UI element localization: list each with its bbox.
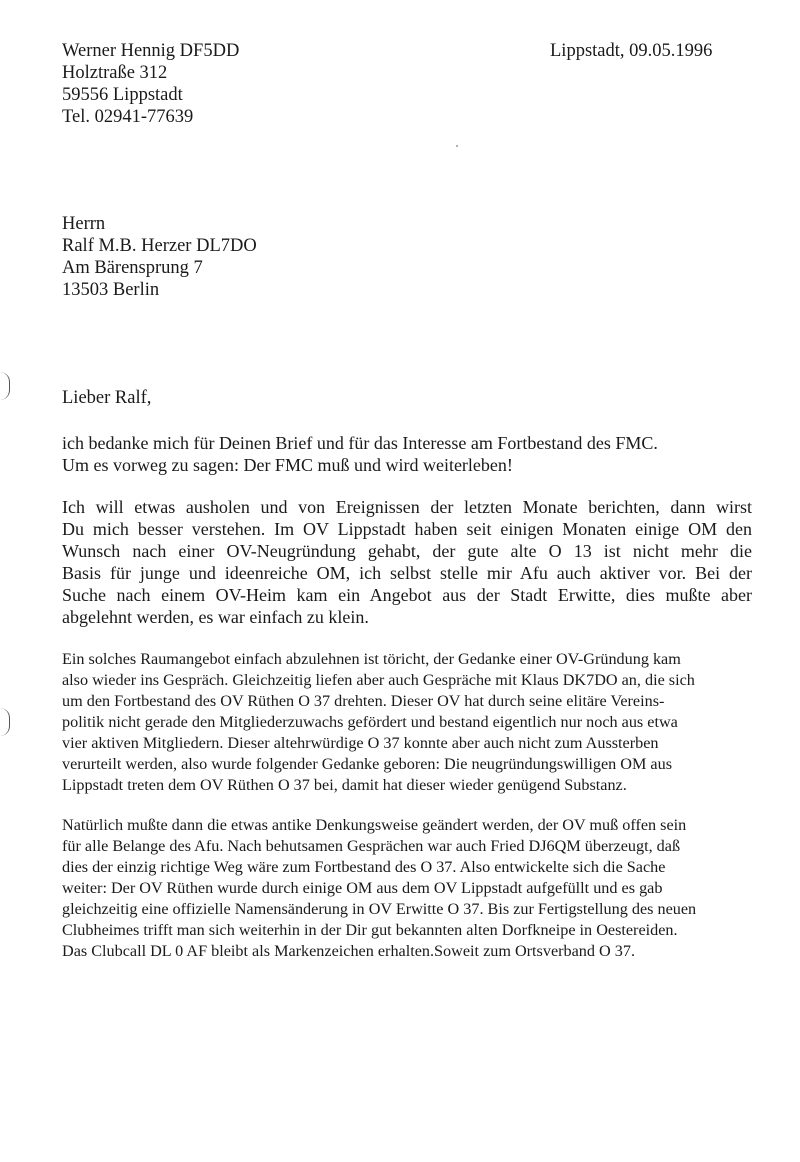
- place-date: Lippstadt, 09.05.1996: [550, 41, 713, 61]
- recipient-name: Ralf M.B. Herzer DL7DO: [62, 236, 257, 256]
- paragraph-line: um den Fortbestand des OV Rüthen O 37 drehten. Dieser OV hat durch seine elitäre Vereins-: [62, 692, 665, 710]
- paragraph-line: Das Clubcall DL 0 AF bleibt als Markenzeichen erhalten.Soweit zum Ortsverband O 37.: [62, 942, 636, 960]
- sender-city: 59556 Lippstadt: [62, 85, 183, 105]
- greeting: Lieber Ralf,: [62, 388, 152, 408]
- punch-hole-mark-top: [0, 372, 10, 400]
- paragraph-line: politik nicht gerade den Mitgliederzuwachs gefördert und bestand eigentlich nur noch aus etwa: [62, 713, 678, 731]
- paragraph-line: dies der einzig richtige Weg wäre zum Fortbestand des O 37. Also entwickelte sich die Sache: [62, 858, 666, 876]
- paper-speck: [456, 145, 458, 147]
- paragraph-line: Um es vorweg zu sagen: Der FMC muß und wird weiterleben!: [62, 455, 513, 475]
- sender-phone: Tel. 02941-77639: [62, 107, 194, 127]
- paragraph-line: Lippstadt treten dem OV Rüthen O 37 bei, damit hat dieser wieder genügend Substanz.: [62, 776, 627, 794]
- paragraph-4: [62, 815, 752, 962]
- recipient-salutation: Herrn: [62, 214, 106, 234]
- paragraph-line: abgelehnt werden, es war einfach zu klein.: [62, 607, 369, 627]
- sender-street: Holztraße 312: [62, 63, 168, 83]
- paragraph-line: verurteilt werden, also wurde folgender Gedanke geboren: Die neugründungswilligen OM aus: [62, 755, 672, 773]
- punch-hole-mark-bottom: [0, 708, 10, 736]
- paragraph-line: Wunsch nach einer OV-Neugründung gehabt, der gute alte O 13 ist nicht mehr die: [62, 541, 752, 561]
- sender-name: Werner Hennig DF5DD: [62, 41, 240, 61]
- paragraph-line: Natürlich mußte dann die etwas antike Denkungsweise geändert werden, der OV muß offen sein: [62, 816, 687, 834]
- recipient-street: Am Bärensprung 7: [62, 258, 203, 278]
- paragraph-2: [62, 496, 752, 628]
- paragraph-line: Ein solches Raumangebot einfach abzulehnen ist töricht, der Gedanke einer OV-Gründung kam: [62, 650, 681, 668]
- paragraph-line: Clubheimes trifft man sich weiterhin in der Dir gut bekannten alten Dorfkneipe in Oestereiden.: [62, 921, 678, 939]
- sender-address: [62, 40, 239, 128]
- paragraph-1: [62, 432, 752, 476]
- paragraph-3: [62, 649, 752, 796]
- paragraph-line: Du mich besser verstehen. Im OV Lippstadt haben seit einigen Monaten einige OM den: [62, 519, 752, 539]
- paragraph-line: Basis für junge und ideenreiche OM, ich selbst stelle mir Afu auch aktiver vor. Bei der: [62, 563, 752, 583]
- recipient-city: 13503 Berlin: [62, 280, 160, 300]
- paragraph-line: gleichzeitig eine offizielle Namensänderung in OV Erwitte O 37. Bis zur Fertigstellung des neuen: [62, 900, 697, 918]
- recipient-address: [62, 213, 257, 301]
- paragraph-line: für alle Belange des Afu. Nach behutsamen Gesprächen war auch Fried DJ6QM überzeugt, daß: [62, 837, 681, 855]
- paragraph-line: Ich will etwas ausholen und von Ereignissen der letzten Monate berichten, dann wirst: [62, 497, 752, 517]
- paragraph-line: also wieder ins Gespräch. Gleichzeitig liefen aber auch Gespräche mit Klaus DK7DO an, die sich: [62, 671, 695, 689]
- paragraph-line: Suche nach einem OV-Heim kam ein Angebot aus der Stadt Erwitte, dies mußte aber: [62, 585, 752, 605]
- paragraph-line: weiter: Der OV Rüthen wurde durch einige OM aus dem OV Lippstadt aufgefüllt und es gab: [62, 879, 663, 897]
- paragraph-line: vier aktiven Mitgliedern. Dieser altehrwürdige O 37 konnte aber auch nicht zum Aussterben: [62, 734, 659, 752]
- paragraph-line: ich bedanke mich für Deinen Brief und für das Interesse am Fortbestand des FMC.: [62, 433, 658, 453]
